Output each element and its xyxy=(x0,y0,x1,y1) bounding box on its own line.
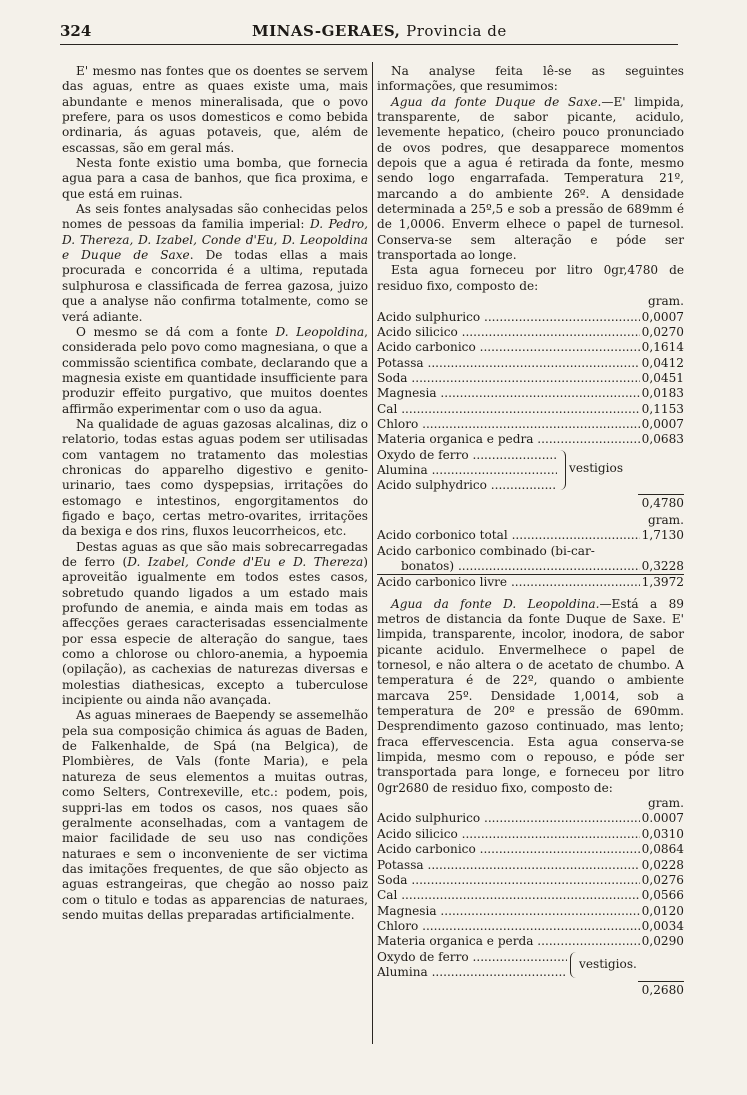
table-row xyxy=(377,858,684,873)
compound-value: 0,0310 xyxy=(641,826,684,841)
compound-name: Cal ..... xyxy=(377,888,640,903)
table-row xyxy=(377,340,684,355)
compound-value: 0,0007 xyxy=(641,309,684,324)
running-title: MINAS-GERAES, Provincia de xyxy=(252,22,507,40)
compound-name: Magnesia ..... xyxy=(377,386,640,401)
trace-item: Oxydo de ferro ..... xyxy=(377,448,557,463)
compound-name: Acido sulphurico ..... xyxy=(377,811,640,826)
table-total: 0,2680 xyxy=(377,981,684,998)
section-title: Agua da fonte D. Leopoldina. xyxy=(391,596,600,611)
composition-table xyxy=(377,310,684,448)
carbonic-free-row: Acido carbonico livre ..... 1,3972 xyxy=(377,574,684,590)
unit-label: gram. xyxy=(647,512,684,527)
section-title: Agua da fonte Duque de Saxe. xyxy=(391,94,602,109)
carbonic-total-row: Acido corbonico total ..... 1,7130 xyxy=(377,528,684,543)
paragraph: Destas aguas as que são mais sobrecarregadas de ferro (D. Izabel, Conde d'Eu e D. Thereza) aproveitão igualmente em todos estes casos, sobretudo quando ligados a um estado mais profundo de anemia, e ainda mais em todas as affecções geraes caracterisadas essencialmente por essa especie de alteração do sangue, taes como a chlorose ou chloro-anemia, a hypoemia (opilação), as cachexias de naturezas diversas e molestias diathesicas, excepto a tuberculose incipiente ou ainda não avançada. xyxy=(62,539,368,708)
paragraph: E' mesmo nas fontes que os doentes se servem das aguas, entre as quaes existe uma, mais abundante e menos mineralisada, que o povo prefere, para os usos domesticos e como bebida ordinaria, ás aguas potaveis, que, além de escassas, são em geral más. xyxy=(62,64,368,155)
left-column xyxy=(62,64,368,923)
trace-group xyxy=(377,448,684,494)
table-row xyxy=(377,310,684,325)
carbonic-combined-label: Acido carbonico combinado (bi-car- xyxy=(377,543,595,558)
trace-group xyxy=(377,950,684,981)
table-row xyxy=(377,827,684,842)
compound-name: Cal ..... xyxy=(377,402,640,417)
compound-value: 0,1614 xyxy=(641,340,684,355)
table-row xyxy=(377,934,684,949)
compound-value: 0,0120 xyxy=(641,903,684,918)
column-divider xyxy=(372,62,373,1044)
compound-name: Potassa ..... xyxy=(377,858,640,873)
table-row xyxy=(377,842,684,857)
compound-value: 0,0683 xyxy=(641,432,684,447)
compound-value: 0,0276 xyxy=(641,872,684,887)
compound-value: 0,0412 xyxy=(641,355,684,370)
compound-value: 0,0034 xyxy=(641,918,684,933)
compound-value: 0,1153 xyxy=(641,401,684,416)
compound-name: Materia organica e pedra ..... xyxy=(377,432,640,447)
paragraph: Agua da fonte Duque de Saxe.—E' limpida, transparente, de sabor picante, acidulo, levemente hepatico, (cheiro pouco pronunciado de ovos podres, que desapparece momentos depois que a agua é retirada da fonte, mesmo sendo logo engarrafada. Temperatura 21º, marcando a do ambiente 26º. A densidade determinada a 25º,5 e sob a pressão de 689mm é de 1,0006. Enverm elhece o papel de turnesol. Conserva-se sem alteração e póde ser transportada ao longe. xyxy=(377,94,684,263)
compound-name: Acido carbonico ..... xyxy=(377,340,640,355)
compound-name: Chloro ..... xyxy=(377,417,640,432)
table-row xyxy=(377,811,684,826)
compound-name: Potassa ..... xyxy=(377,356,640,371)
table-row xyxy=(377,919,684,934)
table-row xyxy=(377,873,684,888)
running-subtitle: Provincia de xyxy=(406,22,507,40)
compound-name: Materia organica e perda ..... xyxy=(377,934,640,949)
brace-icon xyxy=(570,952,576,978)
table-row xyxy=(377,371,684,386)
paragraph: Na analyse feita lê-se as seguintes informações, que resumimos: xyxy=(377,64,684,94)
compound-name: Magnesia ..... xyxy=(377,904,640,919)
page-header xyxy=(60,22,680,44)
composition-table xyxy=(377,811,684,949)
trace-item: Acido sulphydrico ..... xyxy=(377,478,557,493)
vestigios-label: vestigios xyxy=(569,460,624,475)
compound-name: Acido carbonico ..... xyxy=(377,842,640,857)
paragraph: Esta agua forneceu por litro 0gr,4780 de residuo fixo, composto de: xyxy=(377,263,684,293)
trace-item: Oxydo de ferro ..... xyxy=(377,950,567,965)
compound-name: Chloro ..... xyxy=(377,919,640,934)
page-number: 324 xyxy=(60,22,92,40)
paragraph: O mesmo se dá com a fonte D. Leopoldina, considerada pelo povo como magnesiana, o que a commissão scientifica combate, declarando que a magnesia existe em quantidade insufficiente para produzir effeito purgativo, que muitos doentes affirmão experimentar com o uso da agua. xyxy=(62,324,369,416)
table-row xyxy=(377,417,684,432)
paragraph: As aguas mineraes de Baependy se assemelhão pela sua composição chimica ás aguas de Baden, de Falkenhalde, de Spá (na Belgica), de Plombières, de Vals (fonte Maria), e pela natureza de seus elementos a muitas outras, como Selters, Contrexeville, etc.: podem, pois, suppri-las em todos os casos, nos quaes são geralmente aconselhadas, com a vantagem de maior facilidade de seu uso nas condições naturaes e sem o inconveniente de ser victima das imitações frequentes, de que são objecto as aguas estrangeiras, que chegão ao nosso paiz com o titulo e todas as apparencias de naturaes, sendo muitas dellas preparadas artificialmente. xyxy=(62,708,368,922)
header-rule xyxy=(60,44,678,45)
right-column xyxy=(377,64,684,998)
trace-item: Alumina ..... xyxy=(377,965,567,980)
table-row xyxy=(377,432,684,447)
compound-value: 0,0270 xyxy=(641,324,684,339)
compound-value: 0,0007 xyxy=(641,416,684,431)
unit-label: gram. xyxy=(647,294,684,309)
compound-name: Acido silicico ..... xyxy=(377,325,640,340)
table-total: 0,4780 xyxy=(377,494,684,511)
compound-name: Acido sulphurico ..... xyxy=(377,310,640,325)
compound-value: 0.0007 xyxy=(641,811,684,826)
brace-icon xyxy=(559,450,566,490)
compound-value: 0,0451 xyxy=(641,370,684,385)
table-row xyxy=(377,402,684,417)
paragraph: Nesta fonte existio uma bomba, que fornecia agua para a casa de banhos, que fica proxima, e que está em ruinas. xyxy=(62,156,368,201)
compound-value: 0,0228 xyxy=(641,857,684,872)
unit-label: gram. xyxy=(647,796,684,811)
paragraph: As seis fontes analysadas são conhecidas pelos nomes de pessoas da familia imperial: D. Pedro, D. Thereza, D. Izabel, Conde d'Eu, D. Leopoldina e Duque de Saxe. De todas ellas a mais procurada e concorrida é a ultima, reputada sulphurosa e classificada de ferrea gazosa, juizo que a analyse não confirma totalmente, como se verá adiante. xyxy=(62,202,368,324)
compound-value: 0,0566 xyxy=(641,888,684,903)
compound-name: Soda ..... xyxy=(377,873,640,888)
table-row xyxy=(377,904,684,919)
carbonic-combined-row: bonatos) ..... 0,3228 xyxy=(377,559,684,574)
paragraph: Na qualidade de aguas gazosas alcalinas, diz o relatorio, todas estas aguas podem ser utilisadas com vantagem no tratamento das molestias chronicas do apparelho digestivo e genito-urinario, taes como dyspepsias, irritações do estomago e intestinos, engorgitamentos do figado e baço, certas metro-ovarites, irritações da bexiga e dos rins, fluxos leucorrheicos, etc. xyxy=(62,416,368,539)
paragraph: Agua da fonte D. Leopoldina.—Está a 89 metros de distancia da fonte Duque de Saxe. E' limpida, transparente, incolor, inodora, de sabor picante acidulo. Envermelhece o papel de tornesol, e não altera o de acetato de chumbo. A temperatura é de 22º, quando o ambiente marcava 25º. Densidade 1,0014, sob a temperatura de 20º e pressão de 690mm. Desprendimento gazoso continuado, mas lento; fraca effervescencia. Esta agua conserva-se limpida, mesmo com o repouso, e póde ser transportada para longe, e forneceu por litro 0gr2680 de residuo fixo, composto de: xyxy=(377,596,684,795)
table-row xyxy=(377,325,684,340)
compound-name: Soda ..... xyxy=(377,371,640,386)
trace-item: Alumina ..... xyxy=(377,463,557,478)
compound-name: Acido silicico ..... xyxy=(377,827,640,842)
compound-value: 0,0864 xyxy=(641,842,684,857)
vestigios-label: vestigios. xyxy=(579,956,637,971)
table-row xyxy=(377,888,684,903)
compound-value: 0,0290 xyxy=(641,934,684,949)
table-row xyxy=(377,356,684,371)
table-row xyxy=(377,386,684,401)
compound-value: 0,0183 xyxy=(641,386,684,401)
